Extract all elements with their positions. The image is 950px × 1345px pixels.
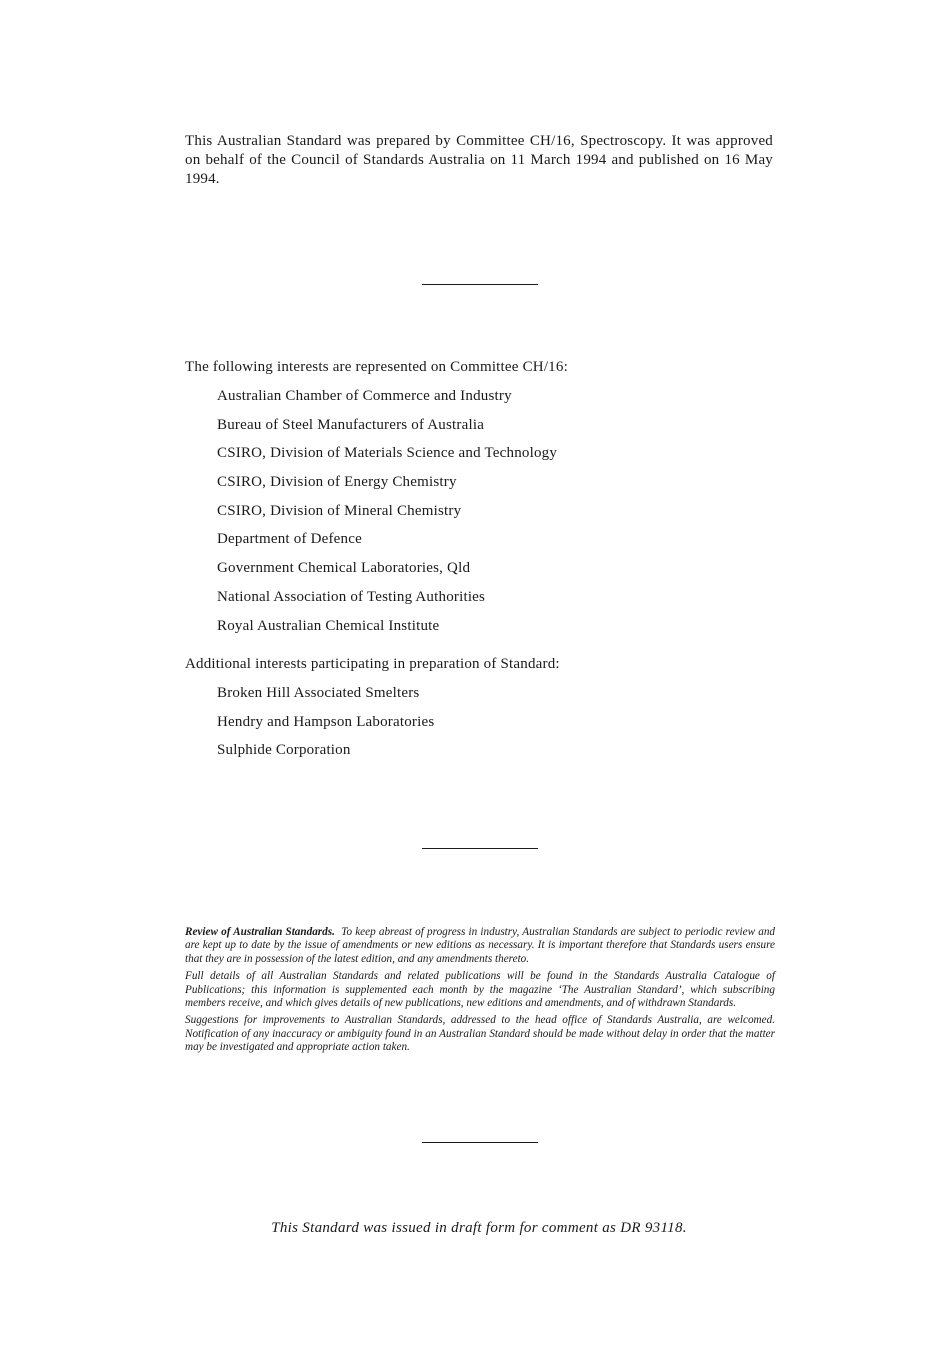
draft-note: This Standard was issued in draft form for comment as DR 93118. [271,1220,687,1236]
list-item: Sulphide Corporation [217,742,351,759]
review-text: To keep abreast of progress in industry, Australian Standards are subject to periodic review and are kept up to date by the issue of amendments or new editions as necessary. It is important therefore that Standards users ensure that they are in possession of the latest edition, and any amendments thereto. [185,926,776,965]
list-item: Department of Defence [217,531,362,548]
section-divider [422,848,538,849]
review-lead: Review of Australian Standards. [185,926,335,938]
committee-interests-list [217,387,557,645]
catalogue-paragraph: Full details of all Australian Standards and related publications will be found in the Standards Australia Catalogue of Publications; this information is supplemented each month by the magazine ‘The Australian Standard’, which subscribing members receive, and which gives details of new publications, new editions and amendments, and of withdrawn Standards. [185,970,775,1010]
list-item: CSIRO, Division of Mineral Chemistry [217,502,462,519]
section-divider [422,284,538,285]
list-item: Royal Australian Chemical Institute [217,617,440,634]
preparation-statement: This Australian Standard was prepared by Committee CH/16, Spectroscopy. It was approved on behalf of the Council of Standards Australia on 11 March 1994 and published on 16 May 1994. [185,133,773,187]
committee-interests-heading: The following interests are represented on Committee CH/16: [185,359,568,375]
suggestions-paragraph: Suggestions for improvements to Australian Standards, addressed to the head office of Standards Australia, are welcomed. Notification of any inaccuracy or ambiguity found in an Australian Standard should be made without delay in order that the matter may be investigated and appropriate action taken. [185,1014,775,1054]
list-item: National Association of Testing Authorities [217,588,486,605]
list-item: CSIRO, Division of Energy Chemistry [217,474,457,491]
list-item: Hendry and Hampson Laboratories [217,713,435,730]
section-divider [422,1142,538,1143]
review-notice [185,926,775,1059]
additional-interests-list [217,684,434,770]
list-item: CSIRO, Division of Materials Science and Technology [217,445,558,462]
list-item: Bureau of Steel Manufacturers of Australia [217,416,485,433]
list-item: Broken Hill Associated Smelters [217,685,420,701]
list-item: Australian Chamber of Commerce and Industry [217,388,512,404]
additional-interests-heading: Additional interests participating in preparation of Standard: [185,656,560,672]
review-paragraph [185,926,775,966]
list-item: Government Chemical Laboratories, Qld [217,560,471,577]
